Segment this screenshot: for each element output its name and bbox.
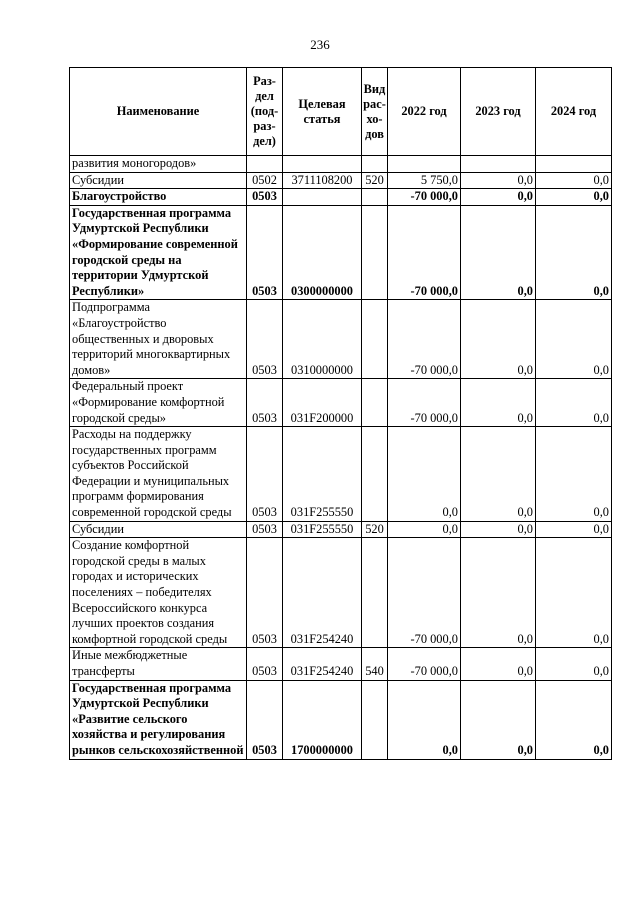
row-section: 0503 bbox=[247, 205, 283, 300]
row-2022: -70 000,0 bbox=[388, 189, 461, 206]
row-expense-type: 540 bbox=[362, 648, 388, 680]
row-2022: -70 000,0 bbox=[388, 538, 461, 648]
header-section: Раз-дел (под-раз-дел) bbox=[247, 68, 283, 156]
row-2024: 0,0 bbox=[536, 521, 612, 538]
row-expense-type bbox=[362, 680, 388, 759]
row-article bbox=[283, 189, 362, 206]
row-article: 031F255550 bbox=[283, 427, 362, 522]
row-2024: 0,0 bbox=[536, 648, 612, 680]
table-row bbox=[70, 172, 612, 189]
budget-table bbox=[69, 67, 612, 760]
row-section: 0502 bbox=[247, 172, 283, 189]
table-row bbox=[70, 205, 612, 300]
table-row bbox=[70, 189, 612, 206]
table-row bbox=[70, 538, 612, 648]
row-expense-type bbox=[362, 156, 388, 173]
row-2024: 0,0 bbox=[536, 538, 612, 648]
row-2023: 0,0 bbox=[461, 205, 536, 300]
row-name: развития моногородов» bbox=[70, 156, 247, 173]
table-row bbox=[70, 156, 612, 173]
row-2023: 0,0 bbox=[461, 300, 536, 379]
row-article: 0310000000 bbox=[283, 300, 362, 379]
row-2022: -70 000,0 bbox=[388, 379, 461, 427]
header-article: Целевая статья bbox=[283, 68, 362, 156]
row-name: Иные межбюджетные трансферты bbox=[70, 648, 247, 680]
row-section: 0503 bbox=[247, 521, 283, 538]
table-row bbox=[70, 680, 612, 759]
row-2023 bbox=[461, 156, 536, 173]
row-expense-type bbox=[362, 300, 388, 379]
row-2024: 0,0 bbox=[536, 680, 612, 759]
row-2022: -70 000,0 bbox=[388, 300, 461, 379]
row-2024: 0,0 bbox=[536, 172, 612, 189]
row-2023: 0,0 bbox=[461, 648, 536, 680]
row-2024 bbox=[536, 156, 612, 173]
row-section: 0503 bbox=[247, 538, 283, 648]
table-row bbox=[70, 427, 612, 522]
row-article: 031F254240 bbox=[283, 538, 362, 648]
row-article: 031F254240 bbox=[283, 648, 362, 680]
row-article: 0300000000 bbox=[283, 205, 362, 300]
row-name: Субсидии bbox=[70, 172, 247, 189]
row-section: 0503 bbox=[247, 427, 283, 522]
row-name: Государственная программа Удмуртской Республики «Формирование современной городской среды на территории Удмуртской Республики» bbox=[70, 205, 247, 300]
page-number: 236 bbox=[310, 37, 330, 52]
row-section: 0503 bbox=[247, 379, 283, 427]
row-2024: 0,0 bbox=[536, 379, 612, 427]
row-2022: -70 000,0 bbox=[388, 205, 461, 300]
row-name: Создание комфортной городской среды в малых городах и исторических поселениях – победителях Всероссийского конкурса лучших проектов создания комфортной городской среды bbox=[70, 538, 247, 648]
table-row bbox=[70, 300, 612, 379]
row-2023: 0,0 bbox=[461, 680, 536, 759]
header-2023: 2023 год bbox=[461, 68, 536, 156]
row-2024: 0,0 bbox=[536, 205, 612, 300]
row-expense-type bbox=[362, 427, 388, 522]
row-expense-type: 520 bbox=[362, 172, 388, 189]
row-2022 bbox=[388, 156, 461, 173]
row-2022: -70 000,0 bbox=[388, 648, 461, 680]
row-name: Благоустройство bbox=[70, 189, 247, 206]
row-article: 031F255550 bbox=[283, 521, 362, 538]
row-2023: 0,0 bbox=[461, 189, 536, 206]
row-2024: 0,0 bbox=[536, 427, 612, 522]
row-section: 0503 bbox=[247, 648, 283, 680]
row-expense-type bbox=[362, 538, 388, 648]
row-2023: 0,0 bbox=[461, 379, 536, 427]
row-2023: 0,0 bbox=[461, 521, 536, 538]
row-name: Государственная программа Удмуртской Республики «Развитие сельского хозяйства и регулирования рынков сельскохозяйственной bbox=[70, 680, 247, 759]
row-name: Федеральный проект «Формирование комфортной городской среды» bbox=[70, 379, 247, 427]
row-2023: 0,0 bbox=[461, 172, 536, 189]
row-2023: 0,0 bbox=[461, 427, 536, 522]
row-section: 0503 bbox=[247, 300, 283, 379]
header-2022: 2022 год bbox=[388, 68, 461, 156]
row-section: 0503 bbox=[247, 680, 283, 759]
table-row bbox=[70, 648, 612, 680]
row-article: 031F200000 bbox=[283, 379, 362, 427]
row-2024: 0,0 bbox=[536, 189, 612, 206]
row-name: Субсидии bbox=[70, 521, 247, 538]
row-2022: 5 750,0 bbox=[388, 172, 461, 189]
row-2022: 0,0 bbox=[388, 680, 461, 759]
row-2023: 0,0 bbox=[461, 538, 536, 648]
row-expense-type: 520 bbox=[362, 521, 388, 538]
row-article: 1700000000 bbox=[283, 680, 362, 759]
row-article bbox=[283, 156, 362, 173]
table-row bbox=[70, 521, 612, 538]
row-section bbox=[247, 156, 283, 173]
header-expense-type: Вид рас-хо-дов bbox=[362, 68, 388, 156]
row-2022: 0,0 bbox=[388, 427, 461, 522]
header-2024: 2024 год bbox=[536, 68, 612, 156]
row-expense-type bbox=[362, 189, 388, 206]
row-name: Расходы на поддержку государственных программ субъектов Российской Федерации и муниципальных программ формирования современной городской среды bbox=[70, 427, 247, 522]
row-article: 3711108200 bbox=[283, 172, 362, 189]
row-2024: 0,0 bbox=[536, 300, 612, 379]
header-row bbox=[70, 68, 612, 156]
row-expense-type bbox=[362, 205, 388, 300]
table-row bbox=[70, 379, 612, 427]
row-name: Подпрограмма «Благоустройство общественных и дворовых территорий многоквартирных домов» bbox=[70, 300, 247, 379]
row-expense-type bbox=[362, 379, 388, 427]
row-2022: 0,0 bbox=[388, 521, 461, 538]
row-section: 0503 bbox=[247, 189, 283, 206]
header-name: Наименование bbox=[70, 68, 247, 156]
